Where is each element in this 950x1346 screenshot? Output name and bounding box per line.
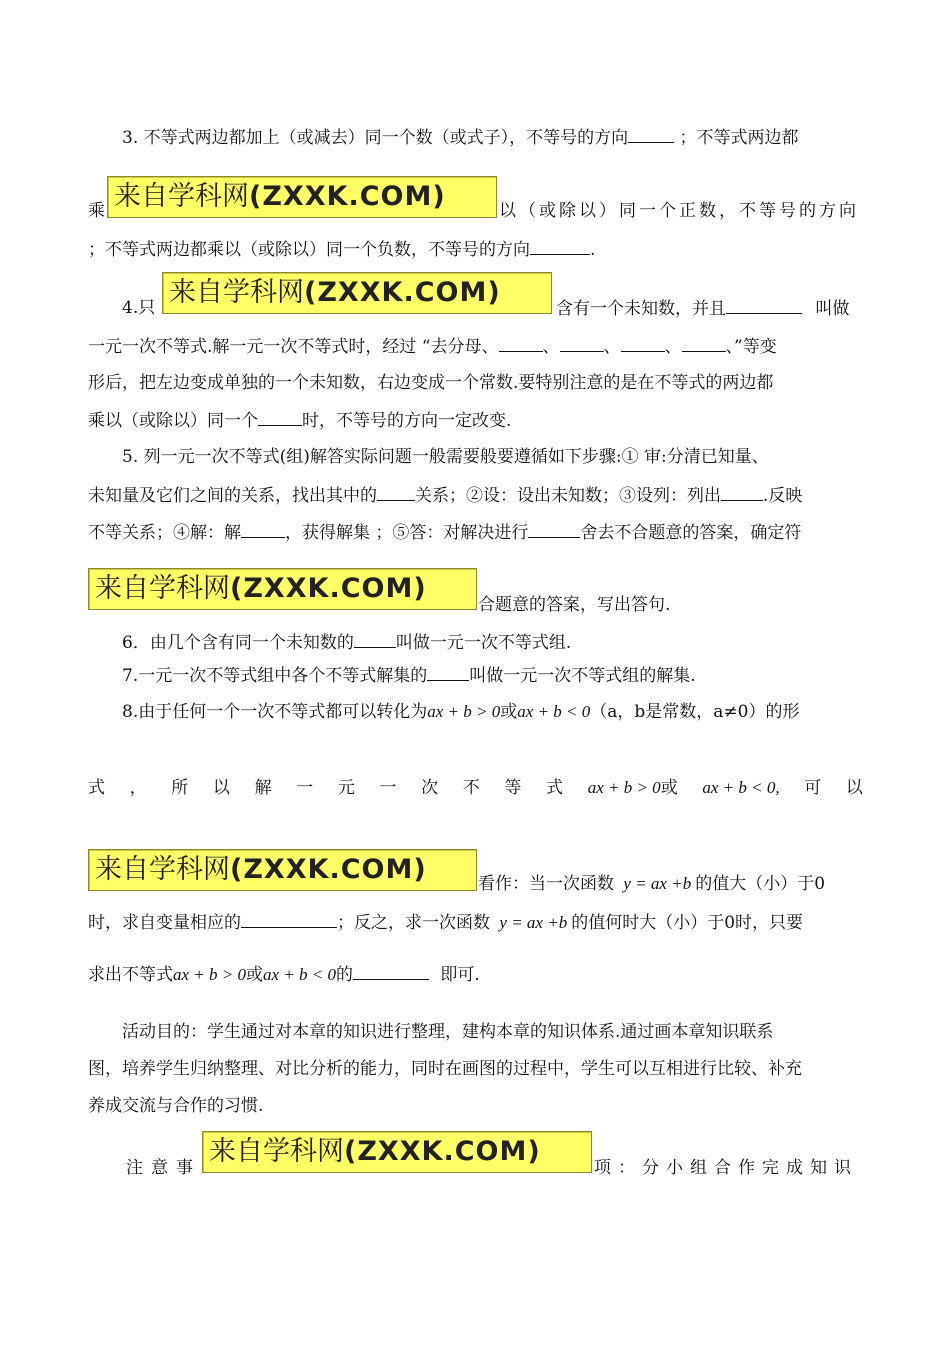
item5-line3 bbox=[88, 521, 801, 544]
formula: ax + b > 0 bbox=[427, 702, 501, 721]
text: 合题意的答案，写出答句. bbox=[478, 595, 671, 615]
watermark-stamp bbox=[88, 849, 477, 891]
text: 养成交流与合作的习惯. bbox=[88, 1096, 264, 1116]
activity-line1 bbox=[122, 1021, 773, 1043]
answer-blank[interactable] bbox=[621, 335, 665, 352]
text: 舍去不合题意的答案，确定符 bbox=[580, 523, 802, 543]
text: 、 bbox=[603, 337, 621, 357]
watermark-cn: 来自学科网 bbox=[169, 277, 304, 308]
watermark-en: (ZXXK.COM) bbox=[230, 854, 427, 885]
item3-line2b bbox=[499, 200, 859, 222]
text: 或 bbox=[660, 778, 678, 798]
answer-blank[interactable] bbox=[353, 963, 429, 980]
text: （a，b是常数，a≠0）的形 bbox=[590, 702, 800, 722]
item4-line1 bbox=[122, 297, 155, 319]
watermark-cn: 来自学科网 bbox=[95, 573, 230, 604]
item4-line1b bbox=[556, 297, 849, 320]
answer-blank[interactable] bbox=[528, 521, 580, 538]
watermark-stamp bbox=[107, 176, 497, 218]
item4-line4 bbox=[88, 409, 511, 432]
item8-line5 bbox=[88, 963, 480, 986]
text: 5. 列一元一次不等式(组)解答实际问题一般需要般要遵循如下步骤:① 审:分清已知量、 bbox=[122, 447, 769, 467]
item8-line4 bbox=[88, 911, 803, 934]
activity-line3 bbox=[88, 1095, 263, 1117]
char: 次 bbox=[421, 778, 439, 798]
text: 含有一个未知数，并且 bbox=[556, 299, 726, 319]
formula: ax + b > 0 bbox=[587, 778, 661, 797]
item6-line bbox=[122, 631, 571, 654]
item8-line2 bbox=[88, 777, 863, 799]
char: 所 bbox=[171, 778, 189, 798]
text: 7.一元一次不等式组中各个不等式解集的 bbox=[122, 666, 428, 686]
text: 以（或除以）同一个正数，不等号的方向 bbox=[499, 201, 859, 221]
item7-line bbox=[122, 664, 696, 687]
answer-blank[interactable] bbox=[560, 335, 604, 352]
text: 时，求自变量相应的 bbox=[88, 913, 241, 933]
text: ，获得解集 ；⑤答：对解决进行 bbox=[285, 523, 529, 543]
text: 看作：当一次函数 bbox=[478, 874, 614, 894]
activity-line2 bbox=[88, 1058, 802, 1080]
watermark-cn: 来自学科网 bbox=[95, 854, 230, 885]
item3-line2 bbox=[88, 200, 105, 222]
text: 4.只 bbox=[122, 298, 156, 318]
item5-line2 bbox=[88, 484, 802, 507]
item4-line3 bbox=[88, 372, 773, 394]
watermark-cn: 来自学科网 bbox=[114, 181, 249, 212]
char: 解 bbox=[254, 778, 272, 798]
item5-line1 bbox=[122, 446, 769, 468]
formula: ax + b < 0 bbox=[263, 965, 336, 984]
answer-blank[interactable] bbox=[258, 409, 302, 426]
char: 式 bbox=[88, 778, 105, 798]
answer-blank[interactable] bbox=[726, 297, 802, 314]
answer-blank[interactable] bbox=[377, 484, 415, 501]
text: 注意事 bbox=[126, 1158, 201, 1178]
watermark-en: (ZXXK.COM) bbox=[344, 1136, 541, 1167]
char: 元 bbox=[337, 778, 355, 798]
answer-blank[interactable] bbox=[682, 335, 726, 352]
item8-line3 bbox=[478, 873, 825, 895]
watermark-en: (ZXXK.COM) bbox=[304, 277, 501, 308]
formula: y = ax +b bbox=[499, 913, 568, 932]
text: 叫做一元一次不等式组的解集. bbox=[469, 666, 696, 686]
text: .反映 bbox=[763, 486, 803, 506]
text: 8.由于任何一个一次不等式都可以转化为 bbox=[122, 702, 428, 722]
text: 项：分小组合作完成知识 bbox=[594, 1158, 858, 1178]
text: 一元一次不等式.解一元一次不等式时，经过 “去分母、 bbox=[88, 337, 499, 357]
char: 以 bbox=[212, 778, 230, 798]
text: 不等关系；④解：解 bbox=[88, 523, 241, 543]
answer-blank[interactable] bbox=[354, 631, 396, 648]
notes-line-b bbox=[594, 1157, 858, 1179]
text: 叫做一元一次不等式组. bbox=[395, 633, 572, 653]
answer-blank[interactable] bbox=[241, 911, 337, 928]
text: ；反之，求一次函数 bbox=[337, 913, 490, 933]
item3-line3 bbox=[88, 238, 595, 261]
text: 6．由几个含有同一个未知数的 bbox=[122, 633, 354, 653]
text: 图，培养学生归纳整理、对比分析的能力，同时在画图的过程中，学生可以互相进行比较、补充 bbox=[88, 1059, 802, 1079]
char: 等 bbox=[504, 778, 522, 798]
answer-blank[interactable] bbox=[427, 664, 469, 681]
char: 式 bbox=[546, 778, 564, 798]
char: ， bbox=[129, 778, 147, 798]
answer-blank[interactable] bbox=[499, 335, 543, 352]
watermark-stamp bbox=[202, 1131, 592, 1173]
watermark-cn: 来自学科网 bbox=[209, 1136, 344, 1167]
watermark-en: (ZXXK.COM) bbox=[230, 573, 427, 604]
text: 关系；②设：设出未知数；③设列：列出 bbox=[415, 486, 721, 506]
text: 未知量及它们之间的关系，找出其中的 bbox=[88, 486, 377, 506]
formula: ax + b > 0 bbox=[173, 965, 246, 984]
text: 形后，把左边变成单独的一个未知数，右边变成一个常数.要特别注意的是在不等式的两边都 bbox=[88, 373, 774, 393]
text: . bbox=[590, 240, 596, 260]
text: 3. 不等式两边都加上（或减去）同一个数（或式子），不等号的方向 bbox=[122, 128, 629, 148]
answer-blank[interactable] bbox=[241, 521, 285, 538]
notes-line-a bbox=[126, 1157, 201, 1179]
formula: ax + b < 0, bbox=[702, 778, 780, 797]
text: 叫做 bbox=[815, 299, 850, 319]
char: 一 bbox=[296, 778, 314, 798]
text: 的值何时大（小）于0时，只要 bbox=[571, 913, 804, 933]
text: ；不等式两边都 bbox=[679, 128, 799, 148]
char: 一 bbox=[379, 778, 397, 798]
item5-line4 bbox=[478, 594, 670, 616]
item8-line1 bbox=[122, 701, 799, 723]
item4-line2 bbox=[88, 335, 777, 358]
answer-blank[interactable] bbox=[628, 126, 674, 143]
watermark-en: (ZXXK.COM) bbox=[249, 181, 446, 212]
text: 、 bbox=[542, 337, 560, 357]
formula: ax + b < 0 bbox=[517, 702, 591, 721]
text: 、 bbox=[664, 337, 682, 357]
text: 时，不等号的方向一定改变. bbox=[302, 411, 512, 431]
text: 或 bbox=[246, 965, 263, 985]
watermark-stamp bbox=[162, 272, 552, 314]
text: 的值大（小）于0 bbox=[695, 874, 826, 894]
answer-blank[interactable] bbox=[530, 238, 590, 255]
formula: y = ax +b bbox=[623, 874, 692, 893]
watermark-stamp bbox=[88, 568, 477, 610]
text: 、”等变 bbox=[725, 337, 777, 357]
char: 可 bbox=[804, 778, 822, 798]
text: 即可. bbox=[440, 965, 480, 985]
text: 乘 bbox=[88, 201, 105, 221]
text: 或 bbox=[500, 702, 518, 722]
item3-line1 bbox=[122, 126, 799, 149]
char: 不 bbox=[462, 778, 480, 798]
text: 乘以（或除以）同一个 bbox=[88, 411, 258, 431]
text: 求出不等式 bbox=[88, 965, 173, 985]
char: 以 bbox=[845, 778, 863, 798]
text: 的 bbox=[336, 965, 353, 985]
text: 活动目的：学生通过对本章的知识进行整理，建构本章的知识体系.通过画本章知识联系 bbox=[122, 1022, 774, 1042]
answer-blank[interactable] bbox=[721, 484, 763, 501]
text: ；不等式两边都乘以（或除以）同一个负数，不等号的方向 bbox=[88, 240, 530, 260]
